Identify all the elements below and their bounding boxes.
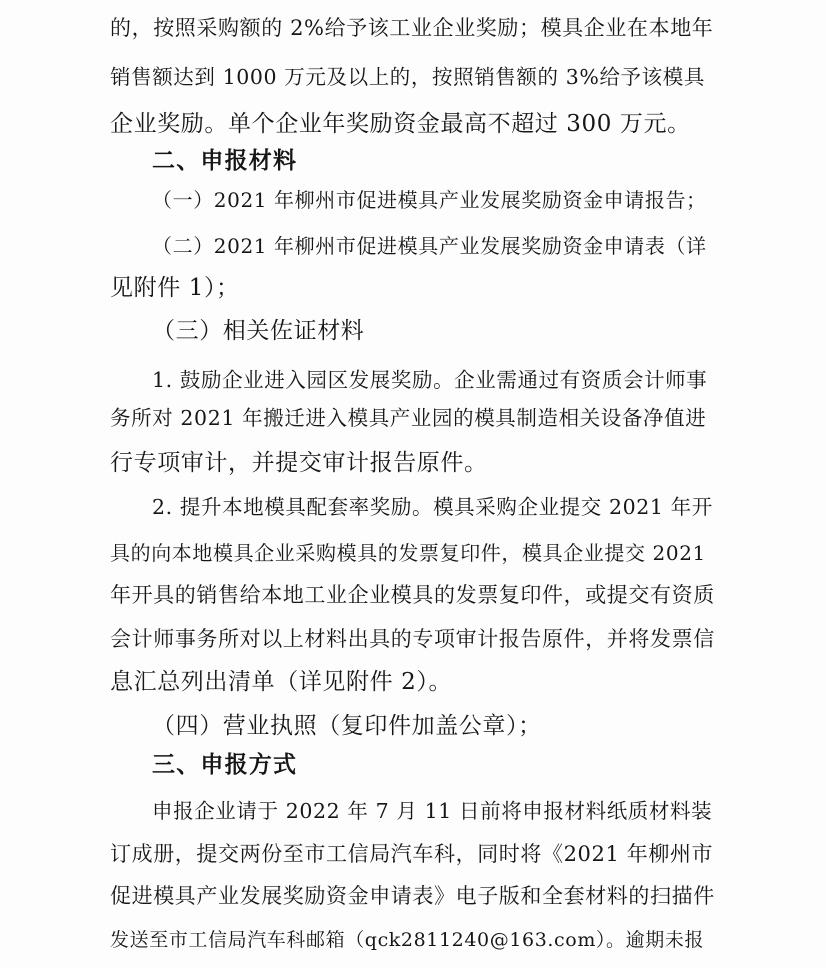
- body-line: 订成册，提交两份至市工信局汽车科，同时将《2021 年柳州市: [110, 842, 714, 866]
- body-line: 申报企业请于 2022 年 7 月 11 日前将申报材料纸质材料装: [152, 799, 713, 823]
- body-line: 行专项审计，并提交审计报告原件。: [110, 450, 488, 476]
- body-line: 销售额达到 1000 万元及以上的，按照销售额的 3%给予该模具: [110, 65, 705, 89]
- section-heading: 二、申报材料: [152, 148, 298, 174]
- body-line: 会计师事务所对以上材料出具的专项审计报告原件，并将发票信: [110, 627, 715, 651]
- body-line: 发送至市工信局汽车科邮箱（qck2811240@163.com）。逾期未报: [110, 929, 705, 951]
- body-line: 见附件 1）；: [110, 275, 240, 301]
- body-line: （三）相关佐证材料: [152, 318, 365, 344]
- body-line: 2. 提升本地模具配套率奖励。模具采购企业提交 2021 年开: [152, 495, 713, 519]
- body-line: 年开具的销售给本地工业企业模具的发票复印件，或提交有资质: [110, 583, 715, 607]
- body-line: 的，按照采购额的 2%给予该工业企业奖励；模具企业在本地年: [110, 16, 714, 40]
- body-line: （四）营业执照（复印件加盖公章）；: [152, 713, 542, 739]
- body-line: 具的向本地模具企业采购模具的发票复印件，模具企业提交 2021: [110, 541, 706, 565]
- body-line: 促进模具产业发展奖励资金申请表》电子版和全套材料的扫描件: [110, 884, 715, 908]
- body-line: 息汇总列出清单（详见附件 2）。: [110, 669, 453, 695]
- body-line: 企业奖励。单个企业年奖励资金最高不超过 300 万元。: [110, 111, 691, 137]
- body-line: （二）2021 年柳州市促进模具产业发展奖励资金申请表（详: [152, 234, 707, 258]
- body-line: 1. 鼓励企业进入园区发展奖励。企业需通过有资质会计师事: [152, 368, 708, 392]
- body-line: 务所对 2021 年搬迁进入模具产业园的模具制造相关设备净值进: [110, 406, 707, 430]
- body-line: （一）2021 年柳州市促进模具产业发展奖励资金申请报告；: [152, 188, 707, 212]
- section-heading: 三、申报方式: [152, 752, 298, 778]
